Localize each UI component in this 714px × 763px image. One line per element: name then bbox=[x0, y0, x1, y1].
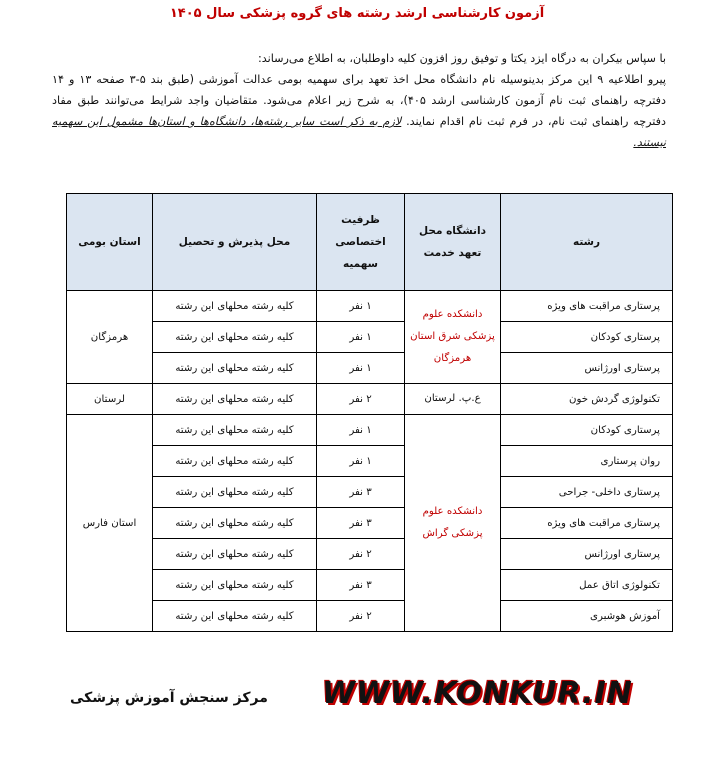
cell-major: پرستاری اورژانس bbox=[501, 353, 673, 384]
cell-capacity: ۳ نفر bbox=[317, 508, 405, 539]
cell-university: ع.پ. لرستان bbox=[405, 384, 501, 415]
cell-major: پرستاری اورژانس bbox=[501, 539, 673, 570]
cell-major: آموزش هوشبری bbox=[501, 601, 673, 632]
cell-capacity: ۱ نفر bbox=[317, 322, 405, 353]
body-paragraph bbox=[52, 69, 666, 153]
cell-major: پرستاری کودکان bbox=[501, 322, 673, 353]
quota-table bbox=[66, 193, 673, 632]
table-row bbox=[67, 477, 673, 508]
cell-province: هرمزگان bbox=[67, 291, 153, 384]
cell-admission: کلیه رشته محلهای این رشته bbox=[153, 508, 317, 539]
table-body bbox=[67, 291, 673, 632]
table-row bbox=[67, 415, 673, 446]
table-row bbox=[67, 601, 673, 632]
cell-admission: کلیه رشته محلهای این رشته bbox=[153, 353, 317, 384]
header-admission: محل پذیرش و تحصیل bbox=[153, 194, 317, 291]
cell-capacity: ۱ نفر bbox=[317, 446, 405, 477]
cell-capacity: ۳ نفر bbox=[317, 570, 405, 601]
cell-province: لرستان bbox=[67, 384, 153, 415]
header-university: دانشگاه محل تعهد خدمت bbox=[405, 194, 501, 291]
cell-capacity: ۱ نفر bbox=[317, 291, 405, 322]
cell-major: پرستاری مراقبت های ویژه bbox=[501, 508, 673, 539]
body-text: پیرو اطلاعیه ۹ این مرکز بدینوسیله نام دانشگاه محل اخذ تعهد برای سهمیه بومی عدالت آموزشی (طبق بند ۵-۳ صفحه ۱۳ و ۱۴ دفترچه راهنمای ثبت نام آزمون کارشناسی ارشد ۴۰۵)، به شرح زیر اعلام می‌شود. متقاضیان واجد شرایط می‌توانند طبق مفاد دفترچه راهنمای ثبت نام، در فرم ثبت نام اقدام نمایند. bbox=[52, 73, 667, 128]
cell-capacity: ۲ نفر bbox=[317, 539, 405, 570]
header-province: استان بومی bbox=[67, 194, 153, 291]
cell-admission: کلیه رشته محلهای این رشته bbox=[153, 477, 317, 508]
cell-province: استان فارس bbox=[67, 415, 153, 632]
cell-capacity: ۳ نفر bbox=[317, 477, 405, 508]
cell-university: دانشکده علوم پزشکی شرق استان هرمزگان bbox=[405, 291, 501, 384]
table-row bbox=[67, 322, 673, 353]
cell-capacity: ۲ نفر bbox=[317, 601, 405, 632]
table-row bbox=[67, 508, 673, 539]
cell-admission: کلیه رشته محلهای این رشته bbox=[153, 570, 317, 601]
cell-admission: کلیه رشته محلهای این رشته bbox=[153, 415, 317, 446]
table-row bbox=[67, 291, 673, 322]
table-header-row bbox=[67, 194, 673, 291]
cell-major: تکنولوژی اتاق عمل bbox=[501, 570, 673, 601]
table-row bbox=[67, 570, 673, 601]
cell-major: پرستاری کودکان bbox=[501, 415, 673, 446]
table-row bbox=[67, 384, 673, 415]
cell-capacity: ۱ نفر bbox=[317, 415, 405, 446]
watermark-logo: WWW.KONKUR.IN bbox=[322, 676, 633, 711]
announcement-text bbox=[52, 48, 666, 153]
header-major: رشته bbox=[501, 194, 673, 291]
cell-major: پرستاری داخلی- جراحی bbox=[501, 477, 673, 508]
cell-admission: کلیه رشته محلهای این رشته bbox=[153, 539, 317, 570]
cell-admission: کلیه رشته محلهای این رشته bbox=[153, 384, 317, 415]
cell-major: تکنولوژی گردش خون bbox=[501, 384, 673, 415]
cell-university: دانشکده علوم پزشکی گراش bbox=[405, 415, 501, 632]
footer-organization: مرکز سنجش آموزش پزشکی bbox=[70, 690, 268, 706]
cell-admission: کلیه رشته محلهای این رشته bbox=[153, 601, 317, 632]
table-row bbox=[67, 446, 673, 477]
exclusion-note: لازم به ذکر است سایر رشته‌ها، دانشگاه‌ها و استان‌ها مشمول این سهمیه نیستند. bbox=[52, 115, 666, 149]
header-capacity: ظرفیت اختصاصی سهمیه bbox=[317, 194, 405, 291]
cell-capacity: ۱ نفر bbox=[317, 353, 405, 384]
cell-major: روان پرستاری bbox=[501, 446, 673, 477]
cell-admission: کلیه رشته محلهای این رشته bbox=[153, 291, 317, 322]
table-row bbox=[67, 353, 673, 384]
cell-admission: کلیه رشته محلهای این رشته bbox=[153, 322, 317, 353]
intro-paragraph: با سپاس بیکران به درگاه ایزد یکتا و توفیق روز افزون کلیه داوطلبان، به اطلاع می‌رساند: bbox=[257, 52, 666, 65]
table-row bbox=[67, 539, 673, 570]
page-title: آزمون کارشناسی ارشد رشته های گروه پزشکی سال ۱۴۰۵ bbox=[169, 6, 545, 21]
cell-admission: کلیه رشته محلهای این رشته bbox=[153, 446, 317, 477]
cell-major: پرستاری مراقبت های ویژه bbox=[501, 291, 673, 322]
cell-capacity: ۲ نفر bbox=[317, 384, 405, 415]
